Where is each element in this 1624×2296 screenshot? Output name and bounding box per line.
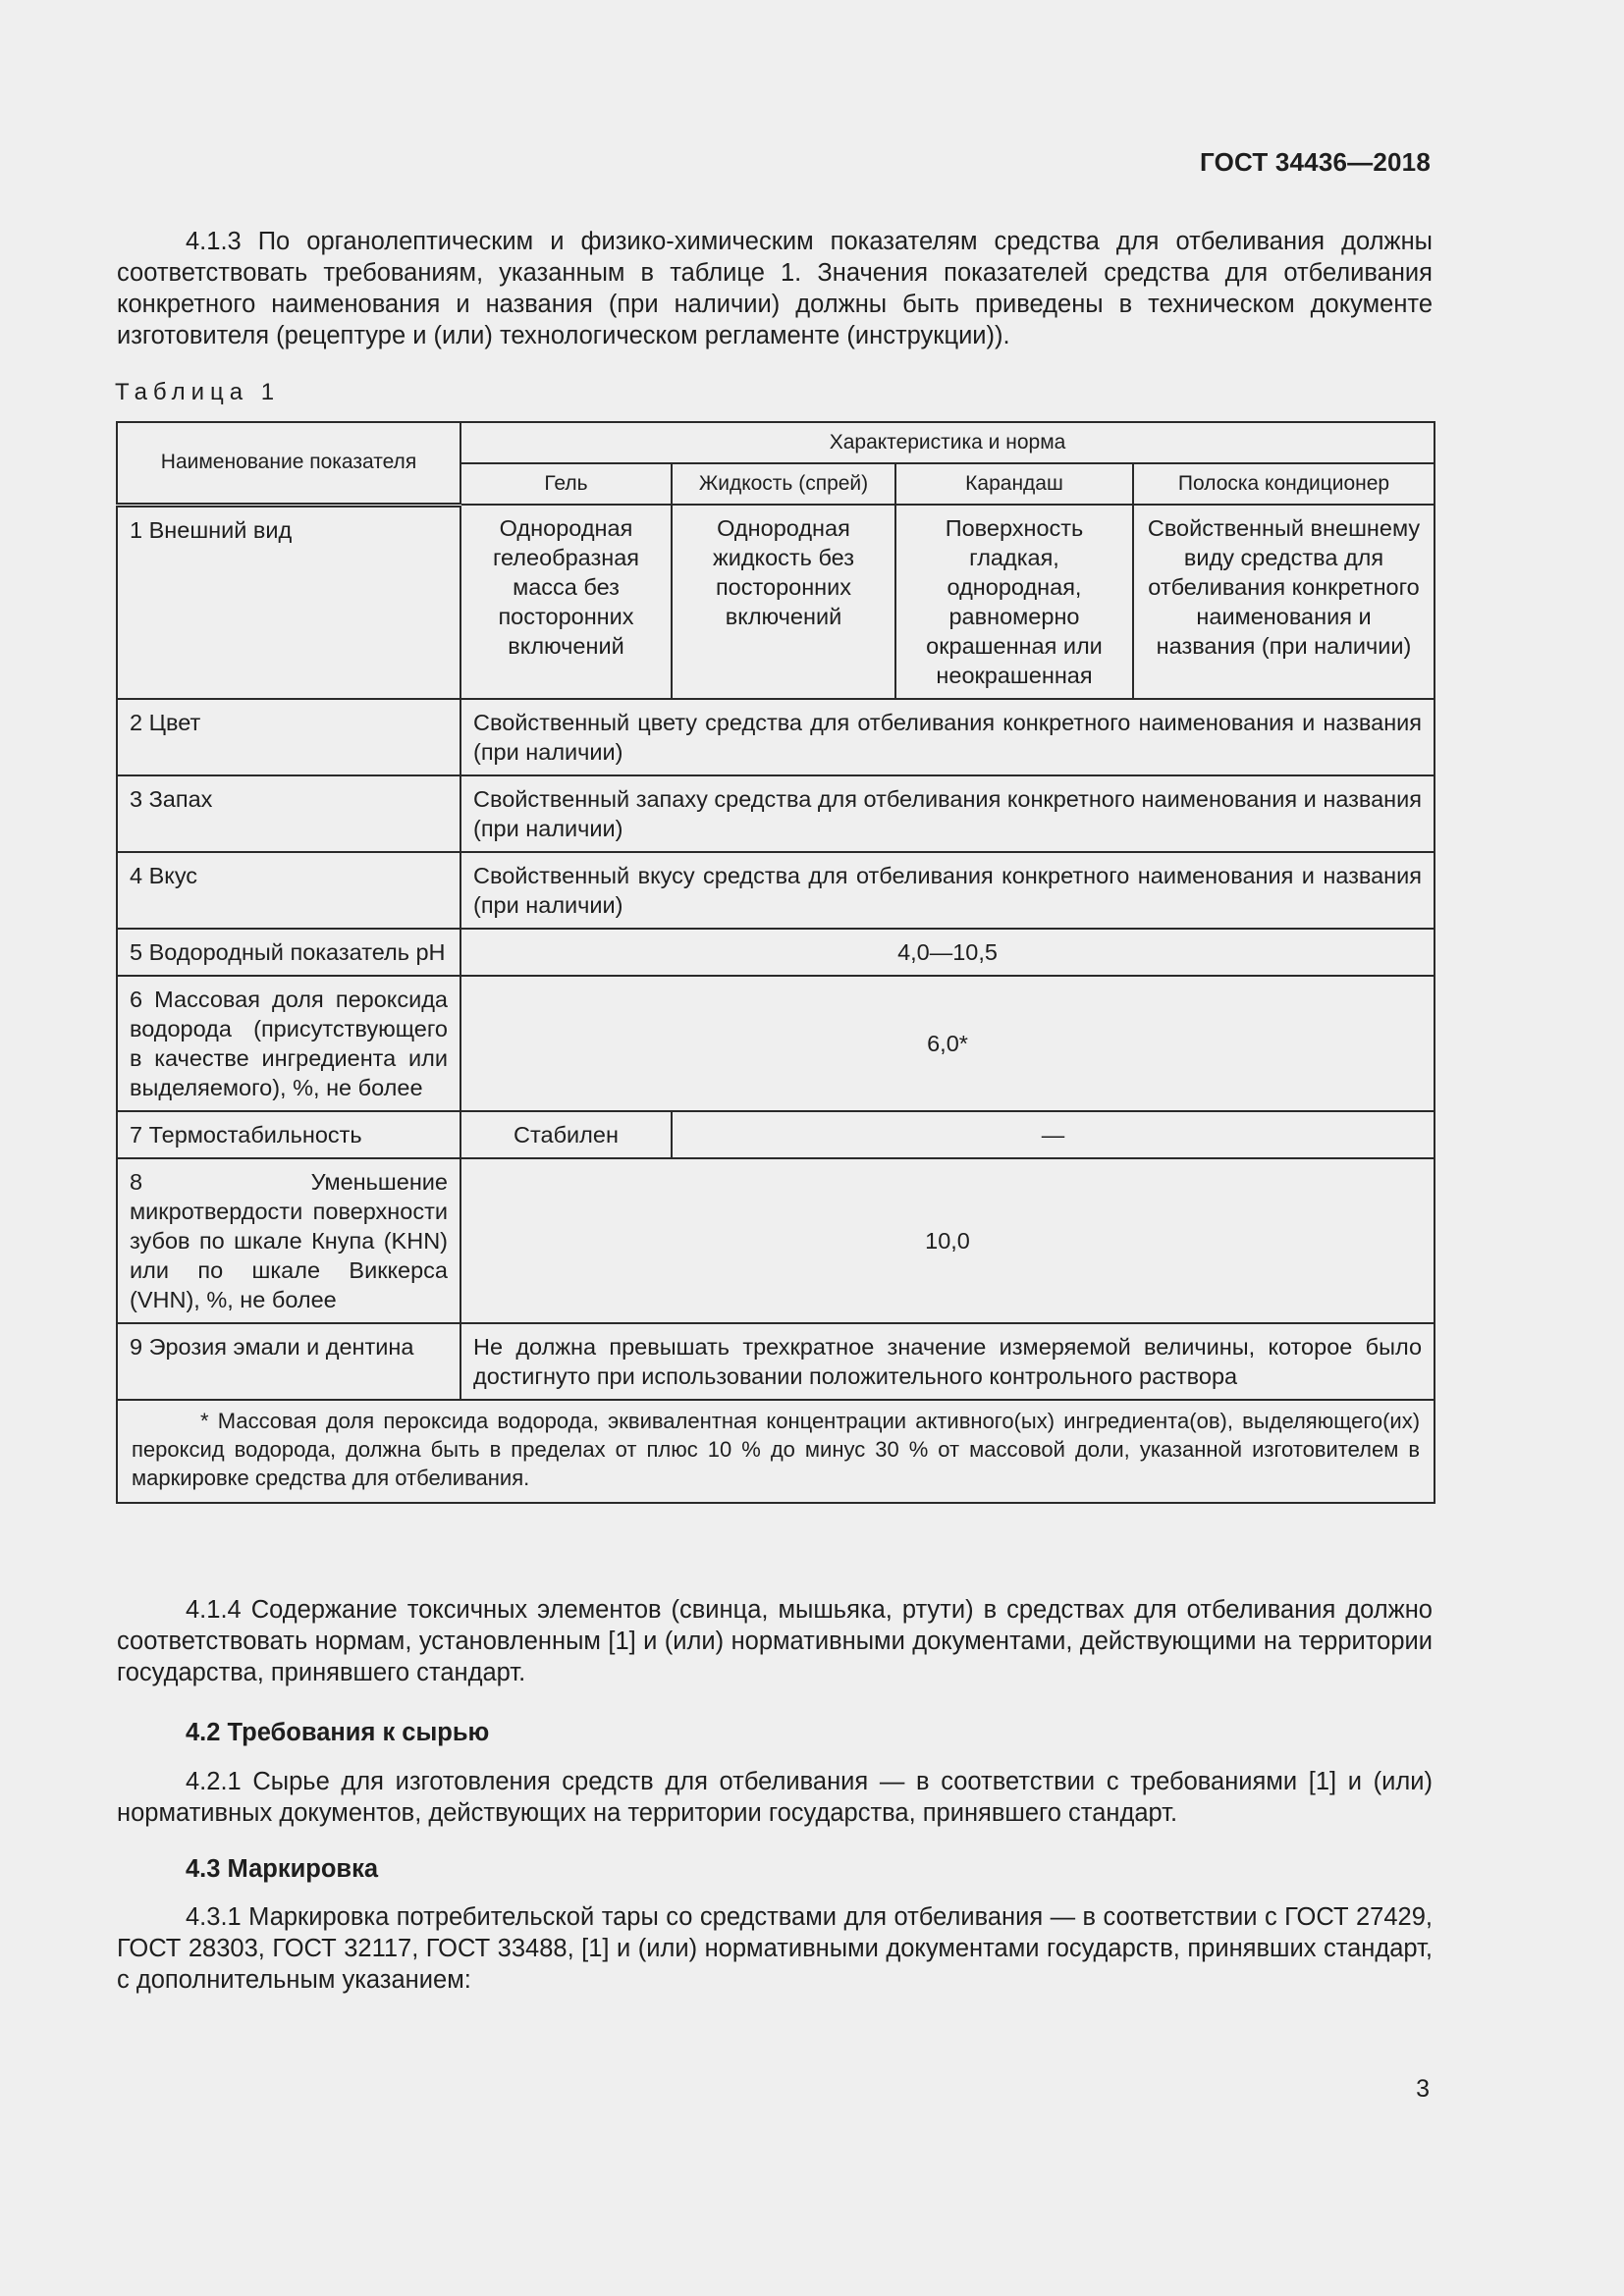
row-name: 5 Водородный показатель pH (117, 929, 460, 976)
table-row (117, 505, 1435, 699)
cell-value: 4,0—10,5 (460, 929, 1435, 976)
header-gel: Гель (460, 463, 672, 505)
header-strip: Полоска кондиционер (1133, 463, 1435, 505)
heading-4-2: 4.2 Требования к сырью (186, 1719, 490, 1746)
table-row (117, 1158, 1435, 1323)
cell-value: Стабилен (460, 1111, 672, 1158)
cell-value: — (672, 1111, 1435, 1158)
cell-value: Однородная жидкость без посторонних включений (672, 505, 895, 699)
row-name: 6 Массовая доля пероксида водорода (присутствующего в качестве ингредиента или выделяемого), %, не более (117, 976, 460, 1111)
cell-value: Однородная гелеобразная масса без посторонних включений (460, 505, 672, 699)
heading-4-3: 4.3 Маркировка (186, 1855, 379, 1883)
header-pencil: Карандаш (895, 463, 1133, 505)
row-name: 7 Термостабильность (117, 1111, 460, 1158)
table-caption: Таблица 1 (115, 379, 281, 405)
row-name: 1 Внешний вид (117, 505, 460, 699)
table-footnote: * Массовая доля пероксида водорода, эквивалентная концентрации активного(ых) ингредиента(ов), выделяющего(их) пероксид водорода, должна быть в пределах от плюс 10 % до минус 30 % от массовой доли, указанной изготовителем в маркировке средства для отбеливания. (132, 1409, 1421, 1490)
page-number: 3 (1416, 2075, 1430, 2103)
row-name: 9 Эрозия эмали и дентина (117, 1323, 460, 1400)
cell-value: 6,0* (460, 976, 1435, 1111)
requirements-table (116, 421, 1435, 1504)
table-footnote-row (117, 1400, 1435, 1503)
paragraph-4-2-1: 4.2.1 Сырье для изготовления средств для отбеливания — в соответствии с требованиями [1] и (или) нормативных документов, действующих на территории государства, принявшего стандарт. (117, 1768, 1433, 1827)
row-name: 3 Запах (117, 775, 460, 852)
cell-value: Не должна превышать трехкратное значение измеряемой величины, которое было достигнуто при использовании положительного контрольного раствора (460, 1323, 1435, 1400)
cell-value: Свойственный запаху средства для отбеливания конкретного наименования и названия (при наличии) (460, 775, 1435, 852)
header-liquid: Жидкость (спрей) (672, 463, 895, 505)
cell-value: Свойственный внешнему виду средства для отбеливания конкретного наименования и названия (при наличии) (1133, 505, 1435, 699)
table-row (117, 852, 1435, 929)
row-name: 8 Уменьшение микротвердости поверхности зубов по шкале Кнупа (KHN) или по шкале Виккерса (VHN), %, не более (117, 1158, 460, 1323)
cell-value: Свойственный вкусу средства для отбеливания конкретного наименования и названия (при наличии) (460, 852, 1435, 929)
paragraph-4-3-1: 4.3.1 Маркировка потребительской тары со средствами для отбеливания — в соответствии с ГОСТ 27429, ГОСТ 28303, ГОСТ 32117, ГОСТ 33488, [1] и (или) нормативными документами государств, принявших стандарт, с дополнительным указанием: (117, 1903, 1433, 1994)
row-name: 4 Вкус (117, 852, 460, 929)
cell-value: Поверхность гладкая, однородная, равномерно окрашенная или неокрашенная (895, 505, 1133, 699)
table-row (117, 929, 1435, 976)
paragraph-4-1-3: 4.1.3 По органолептическим и физико-химическим показателям средства для отбеливания должны соответствовать требованиям, указанным в таблице 1. Значения показателей средства для отбеливания конкретного наименования и названия (при наличии) должны быть приведены в техническом документе изготовителя (рецептуре и (или) технологическом регламенте (инструкции)). (117, 228, 1433, 349)
table-row (117, 699, 1435, 775)
header-indicator: Наименование показателя (117, 422, 460, 505)
header-characteristic: Характеристика и норма (460, 422, 1435, 463)
table-row (117, 1323, 1435, 1400)
cell-value: Свойственный цвету средства для отбеливания конкретного наименования и названия (при наличии) (460, 699, 1435, 775)
cell-value: 10,0 (460, 1158, 1435, 1323)
table-row (117, 976, 1435, 1111)
document-code: ГОСТ 34436—2018 (1200, 147, 1431, 177)
table-row (117, 1111, 1435, 1158)
table-row (117, 775, 1435, 852)
paragraph-4-1-4: 4.1.4 Содержание токсичных элементов (свинца, мышьяка, ртути) в средствах для отбеливания должно соответствовать нормам, установленным [1] и (или) нормативными документами, действующими на территории государства, принявшего стандарт. (117, 1596, 1433, 1686)
row-name: 2 Цвет (117, 699, 460, 775)
